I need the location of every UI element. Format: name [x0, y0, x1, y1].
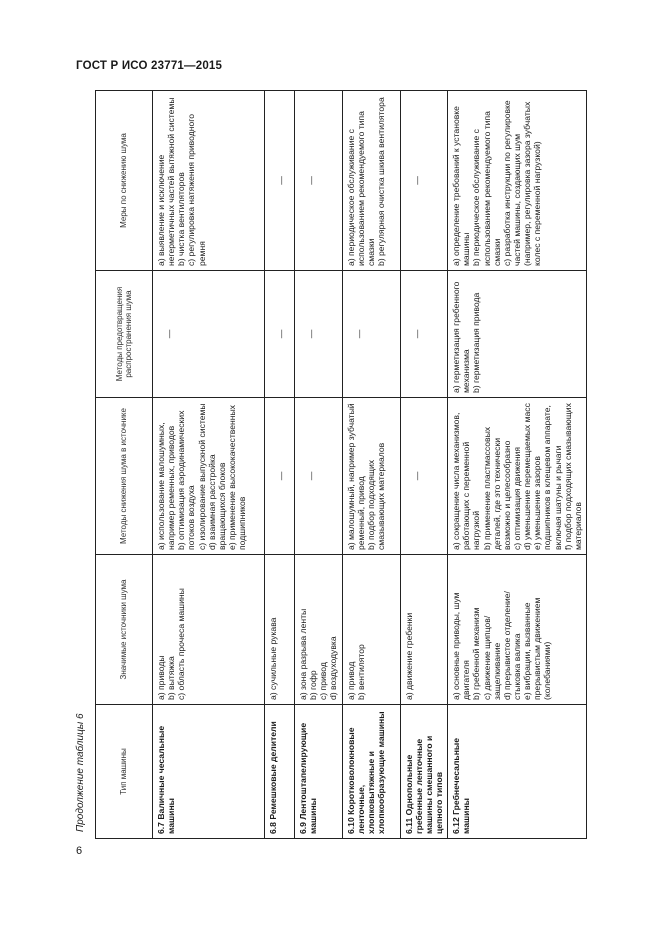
reduction-cell: [448, 398, 587, 555]
list-item: b) герметизация привода: [471, 292, 482, 393]
list-item: a) периодическое обслуживание с использованием рекомендуемого типа смазки: [345, 111, 376, 266]
empty-dash: —: [411, 176, 422, 185]
reduction-cell: [265, 398, 295, 555]
list-item: d) воздуходувка: [328, 636, 339, 700]
list-item: b) подбор подходящих смазывающих материалов: [365, 442, 386, 550]
reduction-cell: [342, 398, 400, 555]
table-row: [153, 91, 265, 839]
sources-cell: [265, 555, 295, 705]
prevention-cell: [295, 271, 343, 398]
column-header: Методы предотвращения распространения шума: [96, 271, 153, 398]
measures-cell: [400, 91, 448, 271]
prevention-cell: [265, 271, 295, 398]
sources-cell: [295, 555, 343, 705]
table-row: [265, 91, 295, 839]
machine-type-cell: 6.11 Однопольные гребенные ленточные машины смешанного и цепного типов: [400, 705, 448, 839]
table-row: [400, 91, 448, 839]
column-header: Методы снижения шума в источнике: [96, 398, 153, 555]
machine-type-cell: 6.9 Лентоштапелирующие машины: [295, 705, 343, 839]
empty-dash: —: [411, 329, 422, 339]
measures-cell: [342, 91, 400, 271]
sources-cell: [153, 555, 265, 705]
machine-type-cell: 6.8 Ремешковые делители: [265, 705, 295, 839]
table-row: [342, 91, 400, 839]
sources-cell: [400, 555, 448, 705]
document-header: ГОСТ Р ИСО 23771—2015: [76, 60, 223, 72]
reduction-cell: [400, 398, 448, 555]
column-header: Значимые источники шума: [96, 555, 153, 705]
list-item: c) регулировка натяжения приводного ремня: [186, 113, 207, 266]
list-item: a) малошумный, например зубчатый ременный, привод: [345, 403, 366, 550]
empty-dash: —: [164, 329, 174, 339]
column-header: Тип машины: [96, 705, 153, 839]
empty-dash: —: [411, 471, 422, 481]
list-item: a) приводы: [156, 655, 166, 700]
list-item: a) сучильные рукава: [268, 617, 278, 700]
list-item: b) регулярная очистка шкива вентилятора: [375, 97, 386, 266]
prevention-cell: [400, 271, 448, 398]
list-item: d) прерывистое отделение/стыковка валика: [501, 591, 522, 700]
measures-cell: [153, 91, 265, 271]
noise-reduction-table: [95, 90, 587, 839]
list-item: d) взаимная расстройка вращающихся блоков: [206, 454, 227, 550]
empty-dash: —: [306, 176, 316, 185]
list-item: e) уменьшение зазоров подшипников в клещевом аппарате, включая шатуны и рычаги: [532, 405, 563, 550]
list-item: b) гофр: [308, 670, 319, 700]
prevention-cell: [342, 271, 400, 398]
list-item: a) выявление и исключение негерметичных частей вытяжной системы: [156, 97, 177, 266]
measures-cell: [265, 91, 295, 271]
measures-cell: [448, 91, 587, 271]
sources-cell: [342, 555, 400, 705]
machine-type-cell: 6.12 Гребнечесальные машины: [448, 705, 587, 839]
list-item: e) применение высококачественных подшипников: [226, 405, 248, 550]
list-item: a) использование малошумных, например ременных, приводов: [156, 422, 177, 550]
reduction-cell: [295, 398, 343, 555]
empty-dash: —: [276, 471, 286, 481]
reduction-cell: [153, 398, 265, 555]
list-item: a) привод: [345, 661, 356, 700]
empty-dash: —: [353, 329, 364, 339]
table-header-row: [96, 91, 153, 839]
table-row: [295, 91, 343, 839]
list-item: a) движение гребенки: [403, 612, 414, 700]
list-item: c) движение щипцов/защелкивание: [481, 615, 502, 700]
list-item: a) определение требований к установке машины: [451, 106, 472, 266]
list-item: a) герметизация гребенного механизма: [451, 281, 472, 393]
sources-cell: [448, 555, 587, 705]
list-item: b) применение пластмассовых деталей, где это технически возможно и целесообразно: [481, 426, 512, 550]
list-item: c) оптимизация движения: [511, 446, 522, 550]
prevention-cell: [448, 271, 587, 398]
list-item: e) вибрации, вызванные прерывистым движением (колебаниями): [522, 597, 553, 700]
list-item: a) основные приводы, шум двигателя: [451, 592, 472, 700]
machine-type-cell: 6.10 Коротковолокновые ленточные, хлопковытяжные и хлопкообразующие машины: [342, 705, 400, 839]
machine-type-cell: 6.7 Валичные чесальные машины: [153, 705, 265, 839]
list-item: b) гребенной механизм: [471, 607, 482, 700]
empty-dash: —: [306, 329, 316, 339]
list-item: b) оптимизация аэродинамических потоков воздуха: [176, 410, 197, 550]
page-number: 6: [76, 845, 83, 857]
empty-dash: —: [276, 176, 286, 185]
empty-dash: —: [306, 471, 316, 481]
table-caption: Продолжение таблицы 6: [75, 713, 86, 832]
table-body: [153, 91, 587, 839]
empty-dash: —: [276, 329, 286, 339]
table-row: [448, 91, 587, 839]
list-item: c) разработка инструкции по регулировке частей машины, создающих шум (например, регулировка зазора зубчатых колес с переменной нагрузкой): [501, 100, 543, 266]
list-item: b) вентилятор: [355, 644, 366, 700]
list-item: c) привод: [318, 662, 329, 700]
list-item: b) чистка вентиляторов: [176, 172, 187, 266]
list-item: a) сокращение числа механизмов, работающих с переменной нагрузкой: [451, 412, 482, 550]
list-item: c) изолирование выпускной системы: [196, 403, 207, 550]
list-item: b) вытяжка: [166, 656, 177, 700]
noise-table-container: [95, 91, 583, 839]
prevention-cell: [153, 271, 265, 398]
list-item: b) периодическое обслуживание с использованием рекомендуемого типа смазки: [471, 111, 502, 266]
list-item: f) подбор подходящих смазывающих материалов: [562, 403, 583, 550]
list-item: a) зона разрыва ленты: [298, 608, 308, 700]
column-header: Меры по снижению шума: [96, 91, 153, 271]
list-item: d) уменьшение перемещаемых масс: [522, 403, 533, 550]
list-item: c) область прочеса машины: [176, 588, 187, 700]
measures-cell: [295, 91, 343, 271]
